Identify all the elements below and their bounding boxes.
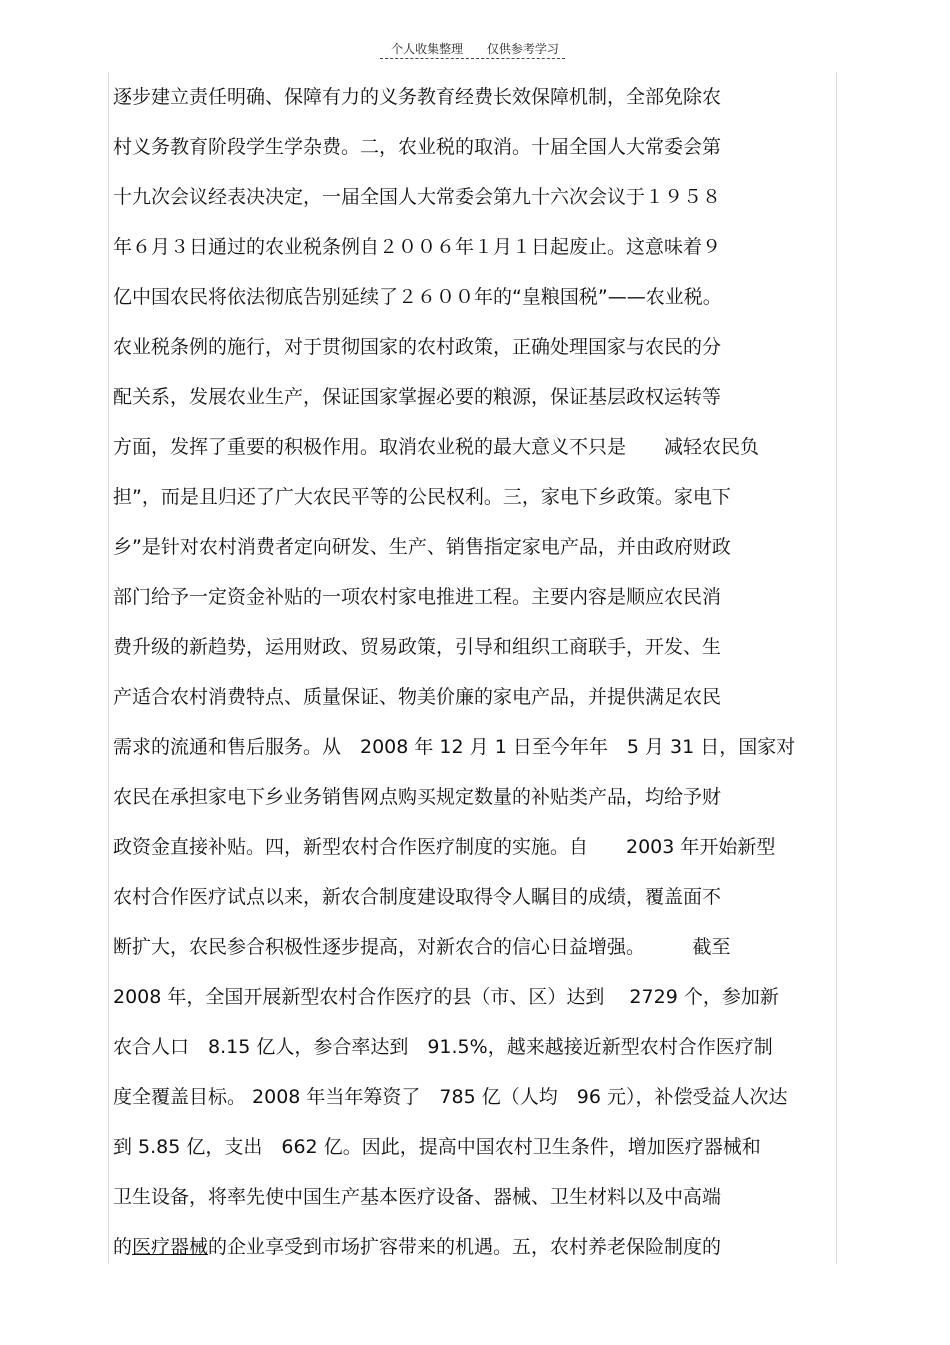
text-line: 农村合作医疗试点以来，新农合制度建设取得令人瞩目的成绩，覆盖面不: [113, 886, 722, 908]
text-line: 方面，发挥了重要的积极作用。取消农业税的最大意义不只是 减轻农民负: [113, 436, 760, 458]
text-line: 断扩大，农民参合积极性逐步提高，对新农合的信心日益增强。 截至: [113, 936, 731, 958]
last-line-after: 的企业享受到市场扩容带来的机遇。五，农村养老保险制度的: [208, 1236, 722, 1258]
document-body: [113, 72, 833, 1272]
text-line: 度全覆盖目标。 2008 年当年筹资了 785 亿（人均 96 元），补偿受益人次达: [113, 1086, 788, 1108]
text-line: 卫生设备，将率先使中国生产基本医疗设备、器械、卫生材料以及中高端: [113, 1186, 722, 1208]
text-line: 村义务教育阶段学生学杂费。二，农业税的取消。十届全国人大常委会第: [113, 136, 722, 158]
page-header: [0, 40, 950, 57]
text-line: 2008 年，全国开展新型农村合作医疗的县（市、区）达到 2729 个，参加新: [113, 986, 779, 1008]
text-line: 担”，而是且归还了广大农民平等的公民权利。三，家电下乡政策。家电下: [113, 486, 731, 508]
text-line: 农业税条例的施行，对于贯彻国家的农村政策，正确处理国家与农民的分: [113, 336, 722, 358]
text-line-last: [113, 1222, 833, 1272]
text-line: 政资金直接补贴。四，新型农村合作医疗制度的实施。自 2003 年开始新型: [113, 836, 776, 858]
text-line: 农民在承担家电下乡业务销售网点购买规定数量的补贴类产品，均给予财: [113, 786, 722, 808]
text-line: 需求的流通和售后服务。从 2008 年 12 月 1 日至今年年 5 月 31 日，国家对: [113, 736, 796, 758]
text-line: 费升级的新趋势，运用财政、贸易政策，引导和组织工商联手，开发、生: [113, 636, 722, 658]
text-line: 配关系，发展农业生产，保证国家掌握必要的粮源，保证基层政权运转等: [113, 386, 722, 408]
medical-devices-link[interactable]: 医疗器械: [132, 1236, 209, 1258]
text-line: 部门给予一定资金补贴的一项农村家电推进工程。主要内容是顺应农民消: [113, 586, 722, 608]
header-left-text: 个人收集整理: [391, 42, 464, 56]
text-line: 亿中国农民将依法彻底告别延续了２６００年的“皇粮国税”——农业税。: [113, 286, 722, 308]
text-line: 逐步建立责任明确、保障有力的义务教育经费长效保障机制，全部免除农: [113, 86, 722, 108]
header-divider: [380, 58, 565, 59]
text-line: 到 5.85 亿，支出 662 亿。因此，提高中国农村卫生条件，增加医疗器械和: [113, 1136, 761, 1158]
text-line: 年６月３日通过的农业税条例自２００６年１月１日起废止。这意味着９: [113, 236, 722, 258]
text-line: 十九次会议经表决决定，一届全国人大常委会第九十六次会议于１９５８: [113, 186, 722, 208]
text-line: 农合人口 8.15 亿人，参合率达到 91.5%，越来越接近新型农村合作医疗制: [113, 1036, 773, 1058]
text-line: 产适合农村消费特点、质量保证、物美价廉的家电产品，并提供满足农民: [113, 686, 722, 708]
text-line: 乡”是针对农村消费者定向研发、生产、销售指定家电产品，并由政府财政: [113, 536, 731, 558]
last-line-before: 的: [113, 1236, 133, 1258]
header-right-text: 仅供参考学习: [486, 42, 559, 56]
